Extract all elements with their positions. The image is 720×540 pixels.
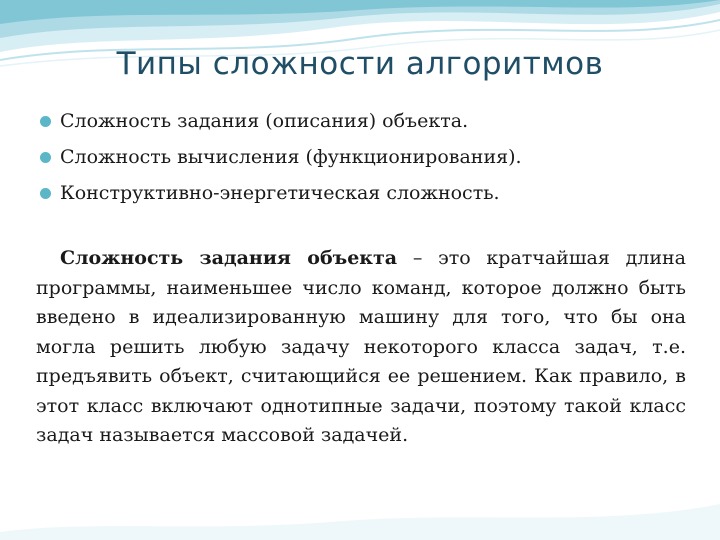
definition-paragraph (36, 244, 686, 451)
footer-wave-light (0, 504, 720, 540)
bullet-text: Сложность задания (описания) объекта. (60, 110, 469, 132)
bullet-dot-icon (40, 152, 51, 163)
bullet-dot-icon (40, 116, 51, 127)
bullet-text: Конструктивно-энергетическая сложность. (60, 182, 500, 204)
definition-text: – это кратчайшая длина программы, наименьшее число команд, которое должно быть введено в идеализированную машину для того, что бы она могла решить любую задачу некоторого класса задач, т.е. предъявить объект, считающийся ее решением. Как правило, в этот класс включают однотипные задачи, поэтому такой класс задач называется массовой задачей. (36, 247, 686, 446)
footer-wave-decoration (0, 470, 720, 540)
definition-term: Сложность задания объекта (60, 247, 398, 269)
bullet-dot-icon (40, 188, 51, 199)
bullet-item (40, 106, 700, 142)
bullet-text: Сложность вычисления (функционирования). (60, 146, 522, 168)
bullet-item (40, 178, 700, 214)
bullet-list (40, 106, 700, 214)
bullet-item (40, 142, 700, 178)
slide-title: Типы сложности алгоритмов (116, 46, 604, 82)
